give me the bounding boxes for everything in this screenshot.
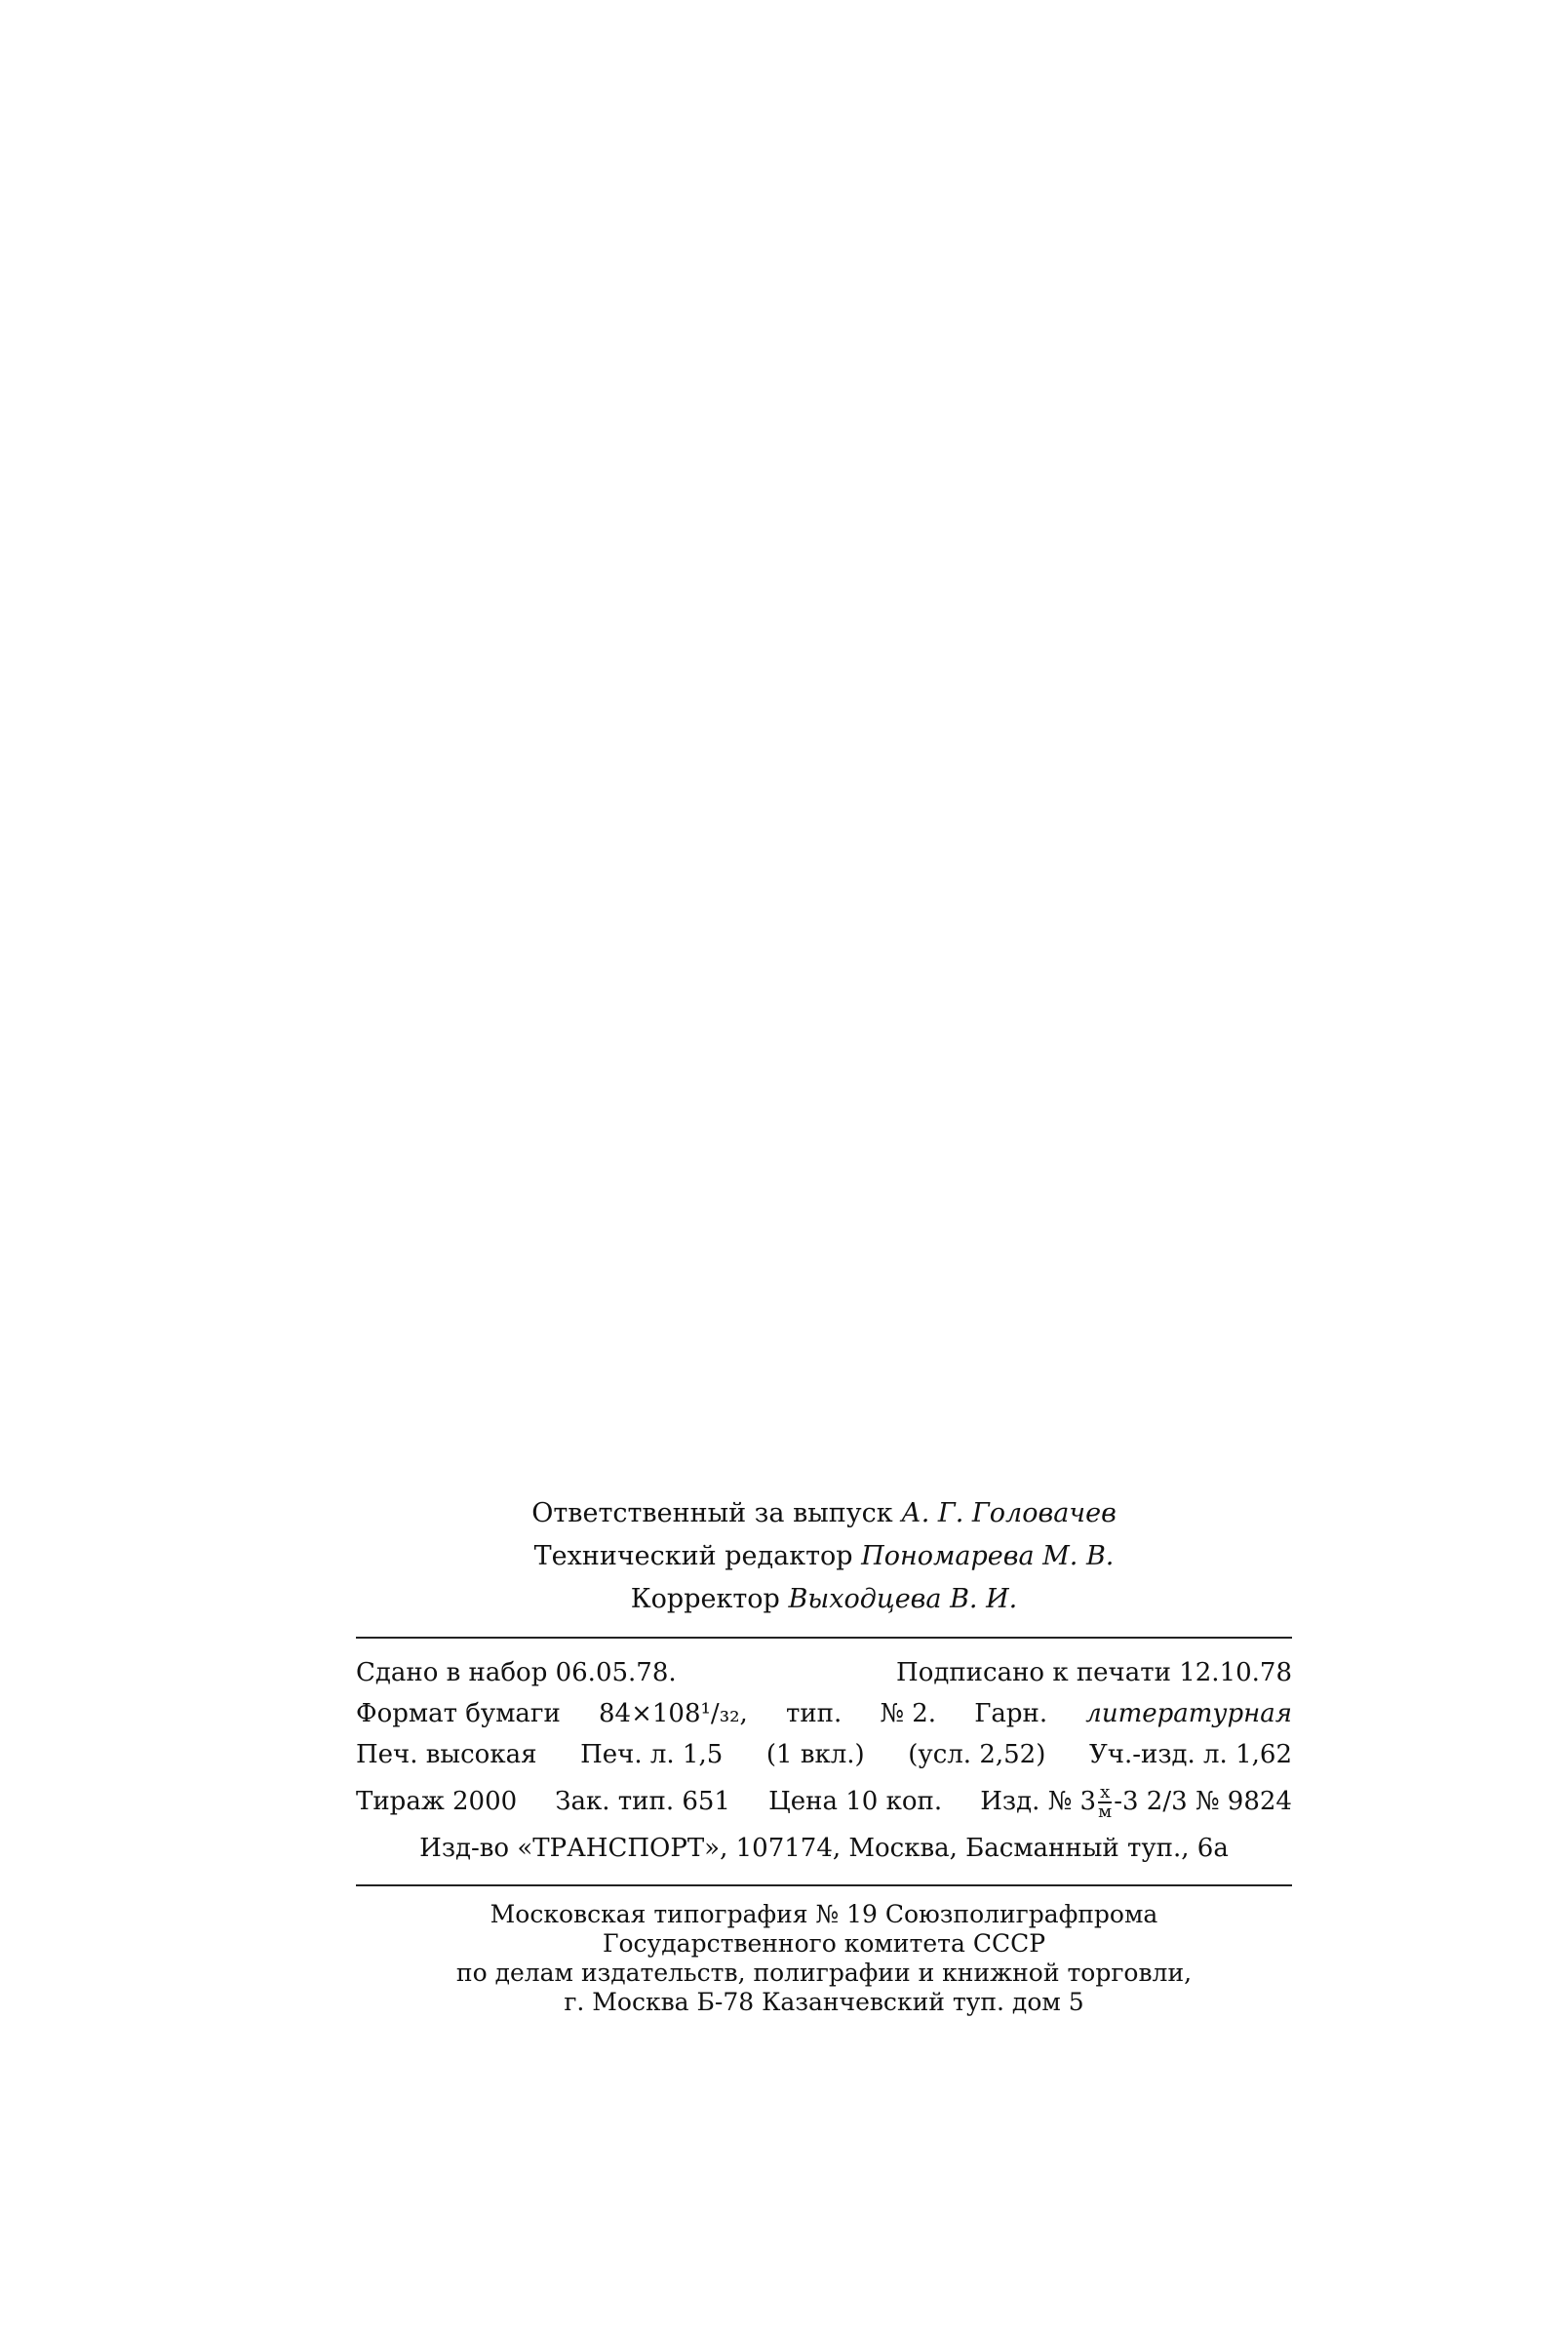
printer-line-3: по делам издательств, полиграфии и книжной торговли, bbox=[455, 1959, 1193, 1987]
divider-bottom bbox=[356, 1884, 1292, 1886]
submitted-date: Сдано в набор 06.05.78. bbox=[356, 1658, 677, 1687]
edition-fraction bbox=[1098, 1784, 1112, 1821]
responsible-line bbox=[356, 1492, 1292, 1535]
sheets-value: 1,5 bbox=[682, 1740, 724, 1769]
signed-date: Подписано к печати 12.10.78 bbox=[896, 1658, 1292, 1687]
font-label: Гарн. bbox=[974, 1699, 1048, 1728]
colophon bbox=[356, 1492, 1292, 2017]
price: Цена 10 коп. bbox=[768, 1787, 943, 1816]
edition-prefix: 3 bbox=[1079, 1787, 1097, 1816]
edition-frac-bottom: м bbox=[1098, 1801, 1113, 1822]
format-label: Формат бумаги bbox=[356, 1699, 561, 1728]
print-specs bbox=[356, 1652, 1292, 1869]
printer-line-1: Московская типография № 19 Союзполиграфпрома bbox=[490, 1900, 1158, 1928]
printer-info bbox=[356, 1900, 1292, 2017]
edition-number bbox=[980, 1781, 1292, 1822]
responsible-name: А. Г. Головачев bbox=[901, 1498, 1117, 1528]
proofreader-line bbox=[356, 1578, 1292, 1621]
divider-top bbox=[356, 1637, 1292, 1639]
run-row bbox=[356, 1781, 1292, 1822]
edition-frac-top: х bbox=[1100, 1782, 1111, 1802]
edition-suffix: -3 2/3 № 9824 bbox=[1114, 1787, 1292, 1816]
printer-line-4: г. Москва Б-78 Казанчевский туп. дом 5 bbox=[564, 1988, 1084, 2016]
publisher-row bbox=[356, 1828, 1292, 1869]
type-label: тип. bbox=[785, 1699, 843, 1728]
sheets-group bbox=[580, 1734, 723, 1775]
tech-editor-label: Технический редактор bbox=[533, 1541, 853, 1571]
format-value: 84×108¹/₃₂, bbox=[599, 1699, 748, 1728]
publisher: Изд-во «ТРАНСПОРТ», 107174, Москва, Басманный туп., 6а bbox=[419, 1834, 1229, 1863]
tech-editor-line bbox=[356, 1535, 1292, 1578]
edit-sheets: Уч.-изд. л. 1,62 bbox=[1088, 1740, 1292, 1769]
sheets-row bbox=[356, 1734, 1292, 1775]
run-group bbox=[356, 1781, 517, 1822]
order-number: Зак. тип. 651 bbox=[555, 1787, 730, 1816]
inserts: (1 вкл.) bbox=[765, 1740, 865, 1769]
type-value: № 2. bbox=[880, 1699, 937, 1728]
print-label: Печ. высокая bbox=[356, 1740, 537, 1769]
font-value: литературная bbox=[1085, 1699, 1292, 1728]
dates-row bbox=[356, 1652, 1292, 1693]
printer-line-2: Государственного комитета СССР bbox=[602, 1929, 1046, 1958]
edition-label: Изд. № bbox=[980, 1787, 1073, 1816]
responsible-label: Ответственный за выпуск bbox=[531, 1498, 893, 1528]
proofreader-name: Выходцева В. И. bbox=[788, 1584, 1018, 1614]
tech-editor-name: Пономарева М. В. bbox=[861, 1541, 1115, 1571]
conventional-sheets: (усл. 2,52) bbox=[908, 1740, 1046, 1769]
sheets-label: Печ. л. bbox=[580, 1740, 675, 1769]
proofreader-label: Корректор bbox=[630, 1584, 780, 1614]
credits bbox=[356, 1492, 1292, 1621]
run-label: Тираж bbox=[356, 1787, 445, 1816]
run-value: 2000 bbox=[452, 1787, 518, 1816]
format-row bbox=[356, 1693, 1292, 1734]
